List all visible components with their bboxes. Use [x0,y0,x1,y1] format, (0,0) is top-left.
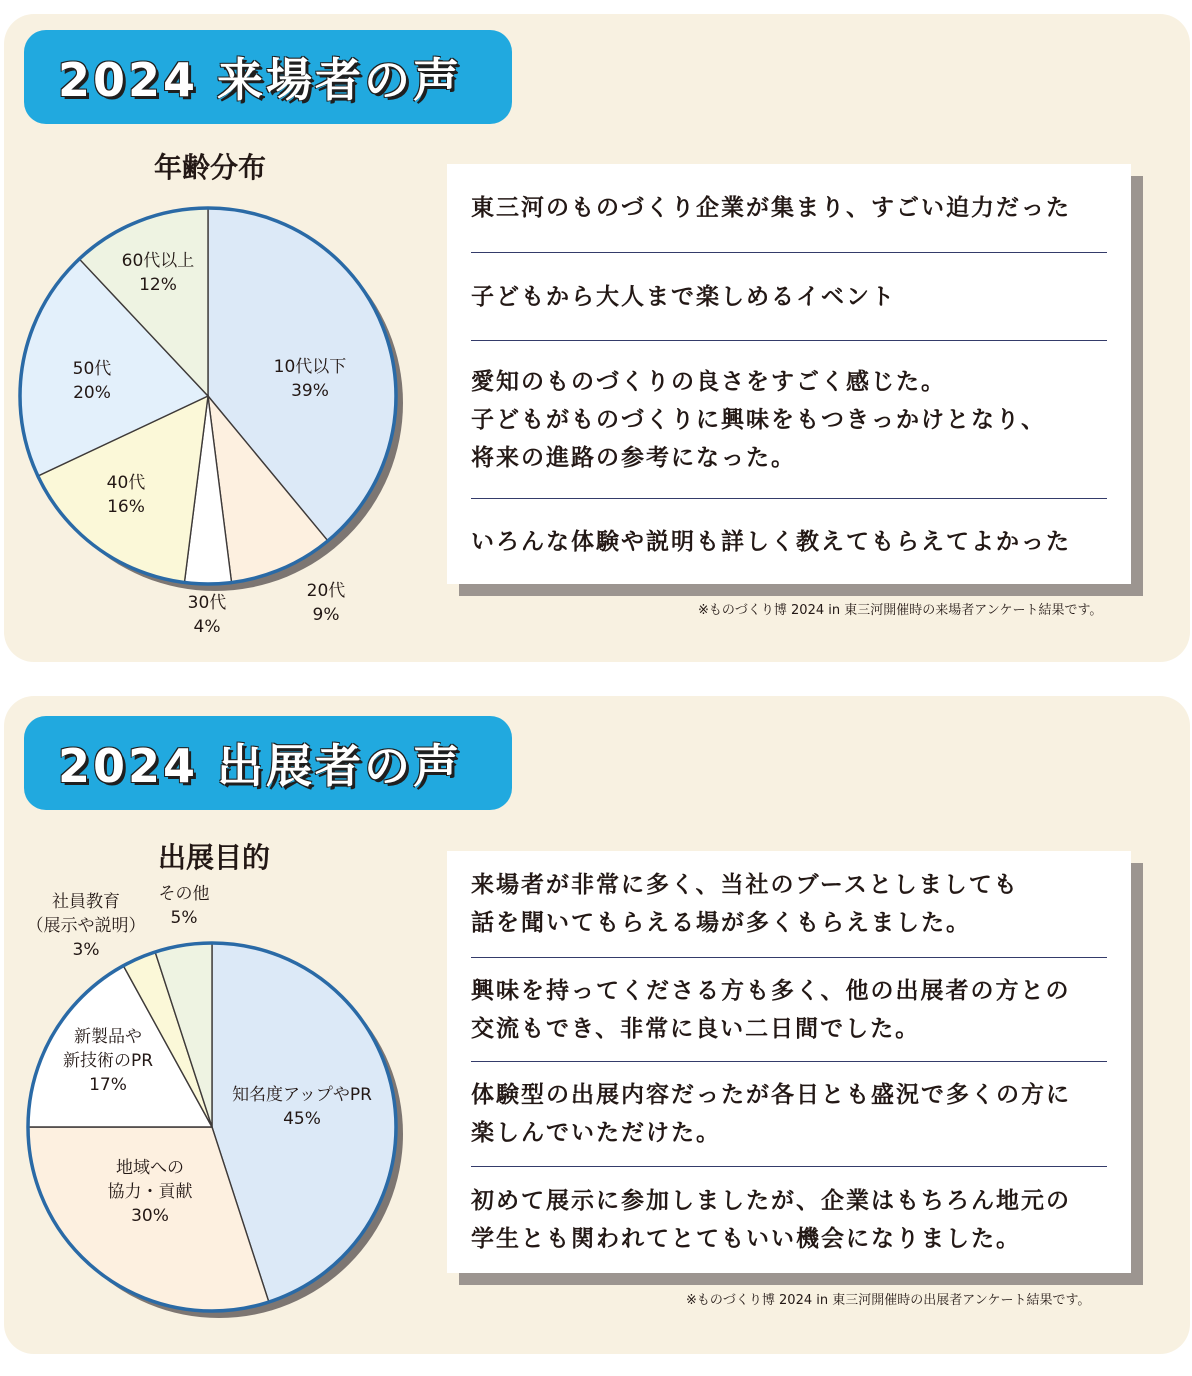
pie-slice-label: その他 5% [158,884,210,928]
exhibitor-comment: 来場者が非常に多く、当社のブースとしましても 話を聞いてもらえる場が多くもらえました。 [471,851,1107,958]
visitor-voices-heading: 2024 来場者の声 [24,30,512,124]
visitor-comment: いろんな体験や説明も詳しく教えてもらえてよかった [471,528,1071,555]
pie-slice-label: 40代 16% [106,473,146,517]
pie-slice-label: 30代 4% [187,593,227,637]
pie-slice-label: 地域への協力・貢献 30% [107,1158,193,1226]
pie-slice-label: 社員教育（展示や説明） 3% [26,892,146,960]
pie-slice-label: 10代以下 39% [273,357,347,401]
exhibitor-comment: 初めて展示に参加しましたが、企業はもちろん地元の 学生とも関われてとてもいい機会になりました。 [471,1188,1071,1252]
exhibitor-survey-note: ※ものづくり博 2024 in 東三河開催時の出展者アンケート結果です。 [686,1293,1091,1308]
pie-slice-label: 20代 9% [306,581,346,625]
pie-slice-label: 知名度アップやPR 45% [232,1085,372,1129]
exhibitor-comment: 興味を持ってくださる方も多く、他の出展者の方との 交流もでき、非常に良い二日間でした。 [471,958,1107,1062]
visitor-comment: 愛知のものづくりの良さをすごく感じた。 子どもがものづくりに興味をもつきっかけとなり、 将来の進路の参考になった。 [471,341,1107,499]
visitor-comment: 東三河のものづくり企業が集まり、すごい迫力だった [471,164,1107,253]
visitor-survey-note: ※ものづくり博 2024 in 東三河開催時の来場者アンケート結果です。 [698,603,1103,618]
exhibitor-voices-heading: 2024 出展者の声 [24,716,512,810]
pie-slice-label: 50代 20% [72,359,112,403]
visitor-comment: 子どもから大人まで楽しめるイベント [471,253,1107,341]
exhibitor-comment: 体験型の出展内容だったが各日とも盛況で多くの方に 楽しんでいただけた。 [471,1062,1107,1167]
pie-slice-label: 新製品や新技術のPR 17% [62,1027,154,1095]
age-distribution-title: 年齢分布 [154,151,267,184]
pie-slice-label: 60代以上 12% [121,251,195,295]
exhibit-purpose-title: 出展目的 [158,841,271,874]
